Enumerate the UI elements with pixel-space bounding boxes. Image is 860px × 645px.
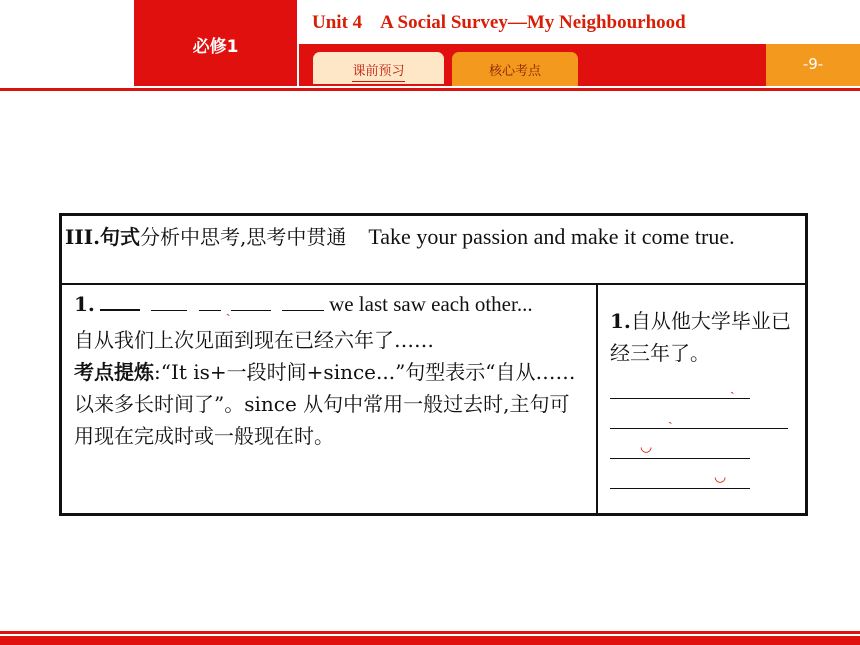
sentence-tail: we last saw each other... [329, 292, 533, 316]
header-left-pad [0, 0, 134, 86]
translate-number: 1. [610, 309, 631, 333]
header-rule [0, 88, 860, 91]
section-heading [62, 216, 805, 285]
translate-text: 自从他大学毕业已经三年了。 [610, 309, 791, 365]
tip-paragraph [74, 356, 588, 452]
section-title-en: Take your passion and make it come true. [368, 224, 735, 249]
answer-line-3[interactable]: ◡ [610, 429, 750, 459]
answer-line-1[interactable]: ˏ [610, 369, 750, 399]
footer-rule-thick [0, 636, 860, 645]
tab-core-points[interactable] [452, 52, 578, 86]
footer-rule-thin [0, 631, 860, 634]
unit-title: Unit 4 A Social Survey—My Neighbourhood [312, 12, 686, 33]
page-number-box [766, 44, 860, 86]
tip-text: :“It is+一段时间+since...”句型表示“自从……以来多长时间了”。since 从句中常用一般过去时,主句可用现在完成时或一般现在时。 [74, 360, 576, 448]
tip-label: 考点提炼 [74, 360, 154, 384]
blank-1[interactable] [100, 308, 140, 311]
tab-core-points-label: 核心考点 [488, 64, 541, 79]
exercise-right-cell [598, 285, 805, 513]
blank-2[interactable] [151, 309, 187, 311]
red-mark: ˏ [225, 302, 231, 317]
tab-preview-label: 课前预习 [352, 60, 404, 82]
blank-5[interactable] [282, 309, 324, 311]
section-title-cn: 分析中思考,思考中贯通 [140, 225, 347, 249]
course-label [134, 0, 297, 86]
translate-prompt [610, 305, 797, 369]
blank-3[interactable] [199, 309, 221, 311]
exercise-left-cell [62, 285, 598, 513]
blank-4[interactable] [231, 309, 271, 311]
tab-preview[interactable] [313, 52, 444, 86]
section-title-bold: III.句式 [65, 225, 141, 249]
course-label-text: 必修1 [192, 36, 239, 57]
page-number: -9- [802, 54, 824, 73]
exercise-table [59, 213, 808, 516]
sentence-translation: 自从我们上次见面到现在已经六年了…… [74, 328, 434, 352]
exercise-number: 1. [74, 292, 95, 316]
exercise-sentence [74, 288, 588, 324]
answer-line-2[interactable]: ˎ [610, 399, 788, 429]
answer-line-4[interactable]: ◡ [610, 459, 750, 489]
